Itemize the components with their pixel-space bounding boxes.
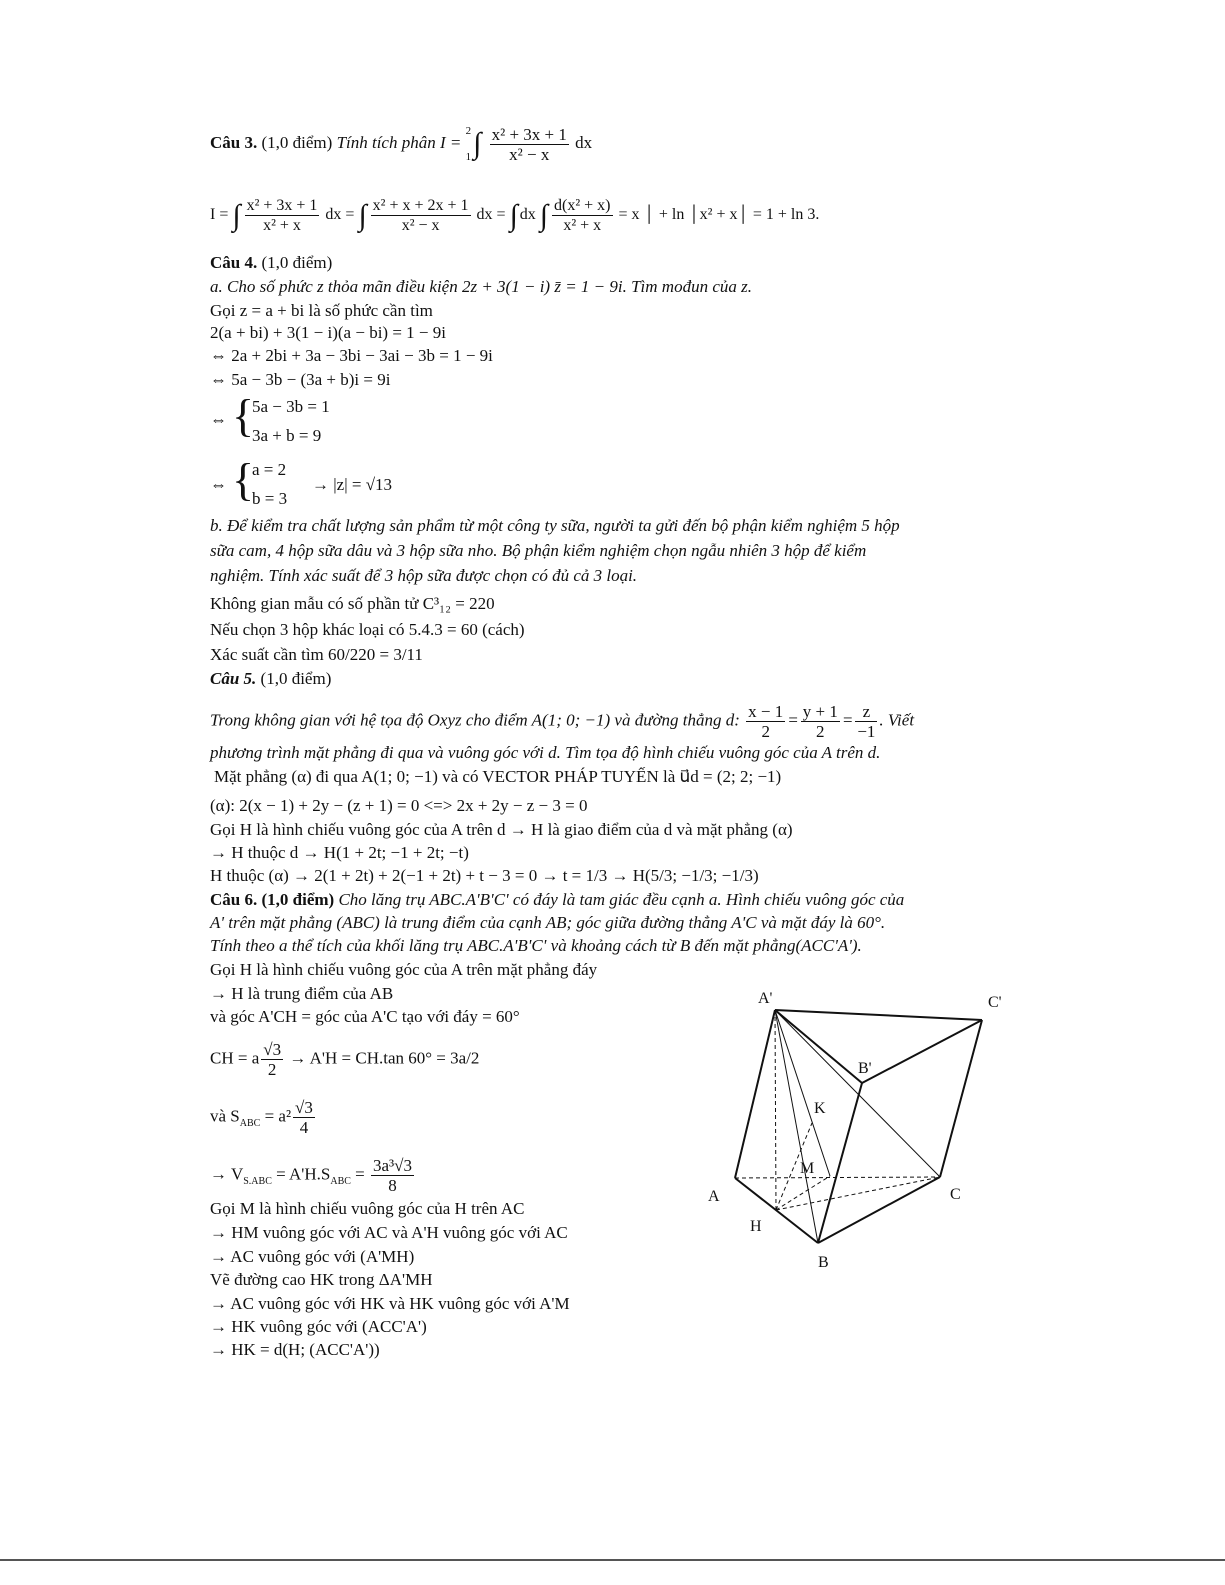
cau4-line: ⇔ 5a − 3b − (3a + b)i = 9i xyxy=(210,370,391,389)
sol-fraction-1: $\frac{\text{x² + 3x + 1}}{\text{x² + x}}$ xyxy=(246,197,318,234)
cau3-question-text: Tính tích phân I = xyxy=(336,132,462,152)
edge-B1-C1 xyxy=(862,1020,982,1083)
label-B1: B' xyxy=(858,1060,872,1077)
cau4-b-line: Xác suất cần tìm 60/220 = 3/11 xyxy=(210,645,423,664)
cau3-title: Câu 3. xyxy=(210,132,258,152)
cau4-b-line: Không gian mẫu có số phần tử C³₁₂ = 220 xyxy=(210,594,495,613)
cau4-b-line: Nếu chọn 3 hộp khác loại có 5.4.3 = 60 (cách) xyxy=(210,620,525,639)
edge-A1-M xyxy=(775,1010,830,1176)
cau6-line: và góc A'CH = góc của A'C tạo với đáy = 60° xyxy=(210,1007,520,1026)
edge-A1-C xyxy=(775,1010,940,1177)
label-M: M xyxy=(800,1160,815,1177)
cau4-b-question: b. Để kiểm tra chất lượng sản phẩm từ một công ty sữa, người ta gửi đến bộ phận kiểm nghiệm 5 hộp xyxy=(210,516,900,535)
cau5-line: → H thuộc d → H(1 + 2t; −1 + 2t; −t) xyxy=(210,843,469,862)
edge-A-B xyxy=(735,1178,818,1243)
cau6-question-cont: A' trên mặt phẳng (ABC) là trung điểm của cạnh AB; góc giữa đường thẳng A'C và mặt đáy là 60°. xyxy=(210,913,886,932)
cau5-line: Gọi H là hình chiếu vuông góc của A trên d → H là giao điểm của d và mặt phẳng (α) xyxy=(210,820,793,839)
cau4-points: (1,0 điểm) xyxy=(261,253,333,272)
cau6-question: Câu 6. (1,0 điểm) Cho lăng trụ ABC.A'B'C' có đáy là tam giác đều cạnh a. Hình chiếu vuông góc của xyxy=(210,890,905,909)
bottom-divider xyxy=(0,1559,1225,1561)
line-fraction-x: $\frac{x - 1}{2}$ xyxy=(748,702,784,741)
label-C1: C' xyxy=(988,994,1002,1011)
cau5-heading xyxy=(210,669,331,689)
cau5-points: (1,0 điểm) xyxy=(260,669,332,688)
edge-H-C xyxy=(776,1177,940,1210)
cau6-line: → H là trung điểm của AB xyxy=(210,984,394,1003)
brace-icon: { xyxy=(232,454,255,505)
integral-limits: 2 1 xyxy=(465,125,472,163)
label-A1: A' xyxy=(758,990,773,1007)
cau6-line: Vẽ đường cao HK trong ΔA'MH xyxy=(210,1270,433,1289)
cau3-fraction: $\frac{\text{x² + 3x + 1}}{\text{x² − x}}$ xyxy=(491,124,567,164)
cau4-title: Câu 4. xyxy=(210,253,258,272)
cau6-volume-line: → $V_{S.ABC} = A'H.S_{ABC}$ = $\frac{\text{3a³√3}}{8}$ xyxy=(210,1156,412,1195)
system-2-eq: b = 3 xyxy=(252,489,288,508)
cau4-system-1-arrow: ⇔ xyxy=(210,410,227,429)
sol-fraction-2: $\frac{\text{x² + x + 2x + 1}}{\text{x² − x}}$ xyxy=(372,197,469,234)
cau4-system-2-arrow: ⇔ xyxy=(210,475,227,494)
integral-sign: ∫ xyxy=(473,127,482,160)
brace-icon: { xyxy=(232,390,255,441)
cau6-question-cont: Tính theo a thể tích của khối lăng trụ ABC.A'B'C' và khoảng cách từ B đến mặt phẳng(ACC'A'). xyxy=(210,936,862,955)
label-A: A xyxy=(708,1188,720,1205)
label-B: B xyxy=(818,1254,829,1271)
cau6-ch-line: CH = a $\frac{√3}{2}$ → A'H = CH.tan 60° = 3a/2 xyxy=(210,1040,480,1079)
cau4-a-question: a. Cho số phức z thỏa mãn điều kiện 2z + 3(1 − i) z̄ = 1 − 9i. Tìm mođun của z. xyxy=(210,277,752,296)
cau3-points: (1,0 điểm) xyxy=(261,132,333,152)
edge-A1-B xyxy=(775,1010,818,1243)
cau5-title: Câu 5. xyxy=(210,669,257,688)
cau4-line: ⇔ 2a + 2bi + 3a − 3bi − 3ai − 3b = 1 − 9i xyxy=(210,346,493,365)
cau6-line: Gọi H là hình chiếu vuông góc của A trên mặt phẳng đáy xyxy=(210,960,598,979)
system-1-eq: 3a + b = 9 xyxy=(252,426,322,445)
label-K: K xyxy=(814,1100,826,1117)
cau5-question: Trong không gian với hệ tọa độ Oxyz cho điểm A(1; 0; −1) và đường thẳng d: $\frac{x - 1}{2}$ = $\frac{y + 1}{2}$ = $\frac{z}{-1}$ . Viết xyxy=(210,702,915,741)
label-C: C xyxy=(950,1186,961,1203)
cau6-area-line: và $S_{ABC} = a^2$ $\frac{√3}{4}$ xyxy=(210,1098,313,1137)
prism-figure xyxy=(690,985,1010,1275)
cau6-line: → HK vuông góc với (ACC'A') xyxy=(210,1317,427,1336)
system-1-eq: 5a − 3b = 1 xyxy=(252,397,330,416)
cau6-line: → AC vuông góc với HK và HK vuông góc với A'M xyxy=(210,1294,570,1313)
cau3-dx: dx xyxy=(575,132,593,152)
cau4-b-question: sữa cam, 4 hộp sữa dâu và 3 hộp sữa nho. Bộ phận kiểm nghiệm chọn ngẫu nhiên 3 hộp để kiểm xyxy=(210,541,867,560)
cau6-line: → HM vuông góc với AC và A'H vuông góc với AC xyxy=(210,1223,568,1242)
system-2-eq: a = 2 xyxy=(252,460,287,479)
line-fraction-z: $\frac{z}{-1}$ xyxy=(857,702,876,741)
cau5-line: H thuộc (α) → 2(1 + 2t) + 2(−1 + 2t) + t − 3 = 0 → t = 1/3 → H(5/3; −1/3; −1/3) xyxy=(210,866,759,885)
cau3-solution: I = ∫ $\frac{\text{x² + 3x + 1}}{\text{x² + x}}$ dx = ∫ $\frac{\text{x² + x + 2x + 1}}{\text{x² − x}}$ dx = ∫ dx ∫ $\frac{\text{d(x² + x)}}{\text{x² + x}}$ = x │ + ln │x² + x│ = 1 + ln 3. xyxy=(210,197,820,234)
edge-A-C xyxy=(735,1177,940,1178)
edge-A1-H xyxy=(775,1010,776,1210)
cau3-question xyxy=(210,118,592,170)
cau4-b-question: nghiệm. Tính xác suất để 3 hộp sữa được chọn có đủ cả 3 loại. xyxy=(210,566,638,585)
cau4-line: 2(a + bi) + 3(1 − i)(a − bi) = 1 − 9i xyxy=(210,323,446,342)
sol-fraction-4: $\frac{\text{d(x² + x)}}{\text{x² + x}}$ xyxy=(554,197,611,234)
cau4-line: Gọi z = a + bi là số phức cần tìm xyxy=(210,301,433,320)
cau6-line: Gọi M là hình chiếu vuông góc của H trên AC xyxy=(210,1199,525,1218)
cau5-question-cont: phương trình mặt phẳng đi qua và vuông góc với d. Tìm tọa độ hình chiếu vuông góc của A trên d. xyxy=(210,743,881,762)
cau5-line: (α): 2(x − 1) + 2y − (z + 1) = 0 <=> 2x + 2y − z − 3 = 0 xyxy=(210,796,588,815)
edge-A1-C1 xyxy=(775,1010,982,1020)
cau6-line: → AC vuông góc với (A'MH) xyxy=(210,1247,415,1266)
edge-H-M xyxy=(776,1176,830,1210)
cau4-heading xyxy=(210,253,332,273)
cau6-title: Câu 6. (1,0 điểm) xyxy=(210,890,335,909)
system-2-result: → |z| = √13 xyxy=(312,475,393,494)
edge-C-C1 xyxy=(940,1020,982,1177)
edge-A-A1 xyxy=(735,1010,775,1178)
line-fraction-y: $\frac{y + 1}{2}$ xyxy=(802,702,838,741)
cau6-line: → HK = d(H; (ACC'A')) xyxy=(210,1340,380,1359)
cau5-line: Mặt phẳng (α) đi qua A(1; 0; −1) và có VECTOR PHÁP TUYẾN là u⃗d = (2; 2; −1) xyxy=(214,767,782,786)
label-H: H xyxy=(750,1218,762,1235)
edge-B-C xyxy=(818,1177,940,1243)
edge-A1-B1 xyxy=(775,1010,862,1083)
